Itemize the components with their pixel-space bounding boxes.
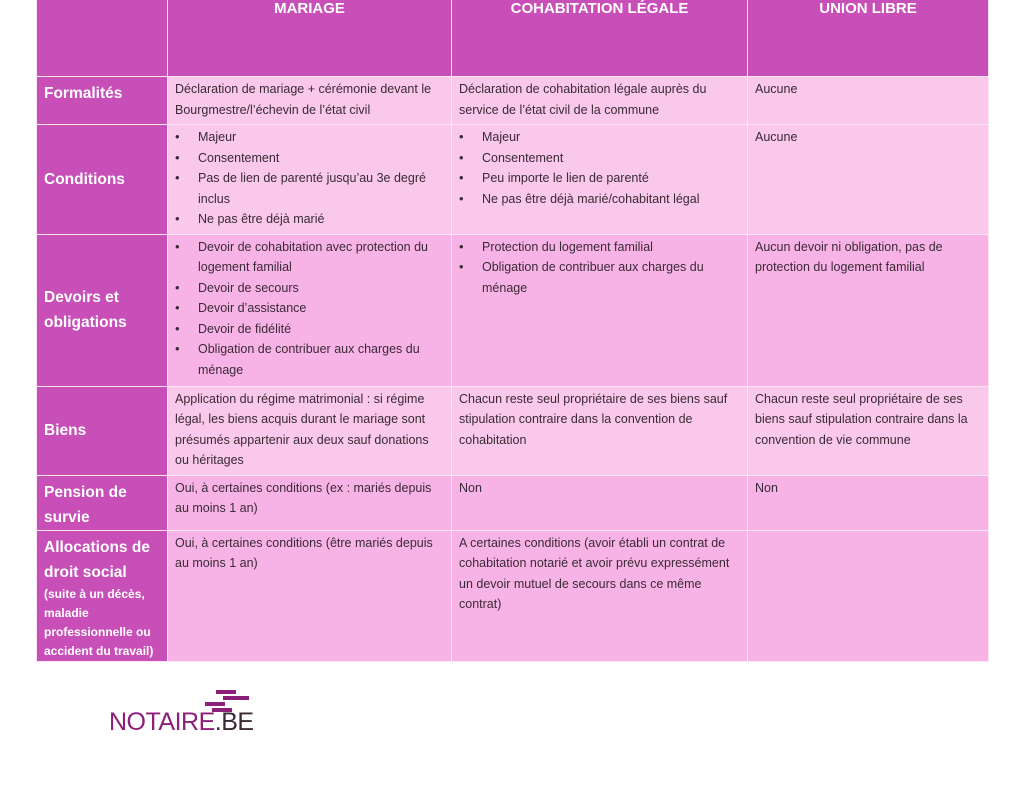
cell-cohabitation: A certaines conditions (avoir établi un contrat de cohabitation notarié et avoir prévu expressément un devoir mutuel de secours dans ce même contrat) [452, 530, 748, 661]
comparison-table [36, 0, 989, 662]
list-item: • Devoir de cohabitation avec protection du logement familial [175, 237, 445, 278]
list-item: • Obligation de contribuer aux charges du ménage [175, 339, 445, 380]
bullet-list [175, 237, 445, 381]
cell-cohabitation [452, 234, 748, 386]
logo-bar-icon [205, 702, 225, 706]
list-item: • Devoir d’assistance [175, 298, 445, 319]
list-item: • Ne pas être déjà marié/cohabitant légal [459, 189, 741, 210]
row-label-text: Allocations de droit social [44, 538, 150, 581]
logo-dot: . [214, 708, 222, 736]
row-label [37, 234, 168, 386]
cell-mariage: Oui, à certaines conditions (ex : mariés depuis au moins 1 an) [168, 475, 452, 530]
list-item: • Consentement [459, 148, 741, 169]
header-union-libre: UNION LIBRE [748, 0, 989, 77]
list-item: • Devoir de fidélité [175, 319, 445, 340]
row-label [37, 125, 168, 235]
cell-cohabitation: Chacun reste seul propriétaire de ses biens sauf stipulation contraire dans la convention de cohabitation [452, 386, 748, 475]
cell-mariage: Application du régime matrimonial : si régime légal, les biens acquis durant le mariage sont présumés appartenir aux deux sauf donations ou héritages [168, 386, 452, 475]
list-item: • Devoir de secours [175, 278, 445, 299]
table-row [37, 530, 989, 661]
header-mariage: MARIAGE [168, 0, 452, 77]
logo-text [109, 708, 254, 737]
cell-cohabitation [452, 125, 748, 235]
table-row [37, 125, 989, 235]
header-cohabitation: COHABITATION LÉGALE [452, 0, 748, 77]
row-sublabel: (suite à un décès, maladie professionnelle ou accident du travail) [44, 586, 154, 658]
bullet-list [459, 237, 741, 299]
list-item: • Ne pas être déjà marié [175, 209, 445, 230]
cell-union-libre: Chacun reste seul propriétaire de ses biens sauf stipulation contraire dans la convention de vie commune [748, 386, 989, 475]
logo-bar-icon [216, 690, 236, 694]
cell-union-libre: Aucun devoir ni obligation, pas de protection du logement familial [748, 234, 989, 386]
table-row [37, 234, 989, 386]
logo-bar-icon [223, 696, 249, 700]
row-label: Formalités [37, 77, 168, 125]
cell-union-libre: Aucune [748, 77, 989, 125]
row-label-text: Biens [44, 422, 87, 439]
header-row [37, 0, 989, 77]
row-label [37, 530, 168, 661]
logo-suffix: BE [221, 708, 254, 736]
cell-mariage: Oui, à certaines conditions (être mariés depuis au moins 1 an) [168, 530, 452, 661]
cell-union-libre: Aucune [748, 125, 989, 235]
header-empty [37, 0, 168, 77]
list-item: • Consentement [175, 148, 445, 169]
row-label-text: Devoirs et obligations [44, 289, 127, 331]
bullet-list [459, 127, 741, 209]
cell-union-libre [748, 530, 989, 661]
notaire-logo [109, 690, 259, 740]
list-item: • Majeur [175, 127, 445, 148]
list-item: • Obligation de contribuer aux charges du ménage [459, 257, 741, 298]
cell-mariage: Déclaration de mariage + cérémonie devant le Bourgmestre/l’échevin de l’état civil [168, 77, 452, 125]
cell-mariage [168, 125, 452, 235]
row-label-text: Conditions [44, 170, 125, 188]
table-row [37, 386, 989, 475]
cell-mariage [168, 234, 452, 386]
list-item: • Peu importe le lien de parenté [459, 168, 741, 189]
bullet-list [175, 127, 445, 230]
table-row [37, 77, 989, 125]
cell-cohabitation: Non [452, 475, 748, 530]
list-item: • Protection du logement familial [459, 237, 741, 258]
list-item: • Pas de lien de parenté jusqu’au 3e degré inclus [175, 168, 445, 209]
list-item: • Majeur [459, 127, 741, 148]
cell-union-libre: Non [748, 475, 989, 530]
row-label [37, 386, 168, 475]
row-label: Pension de survie [37, 475, 168, 530]
cell-cohabitation: Déclaration de cohabitation légale auprès du service de l’état civil de la commune [452, 77, 748, 125]
logo-main: NOTAIRE [109, 708, 215, 736]
table-row [37, 475, 989, 530]
